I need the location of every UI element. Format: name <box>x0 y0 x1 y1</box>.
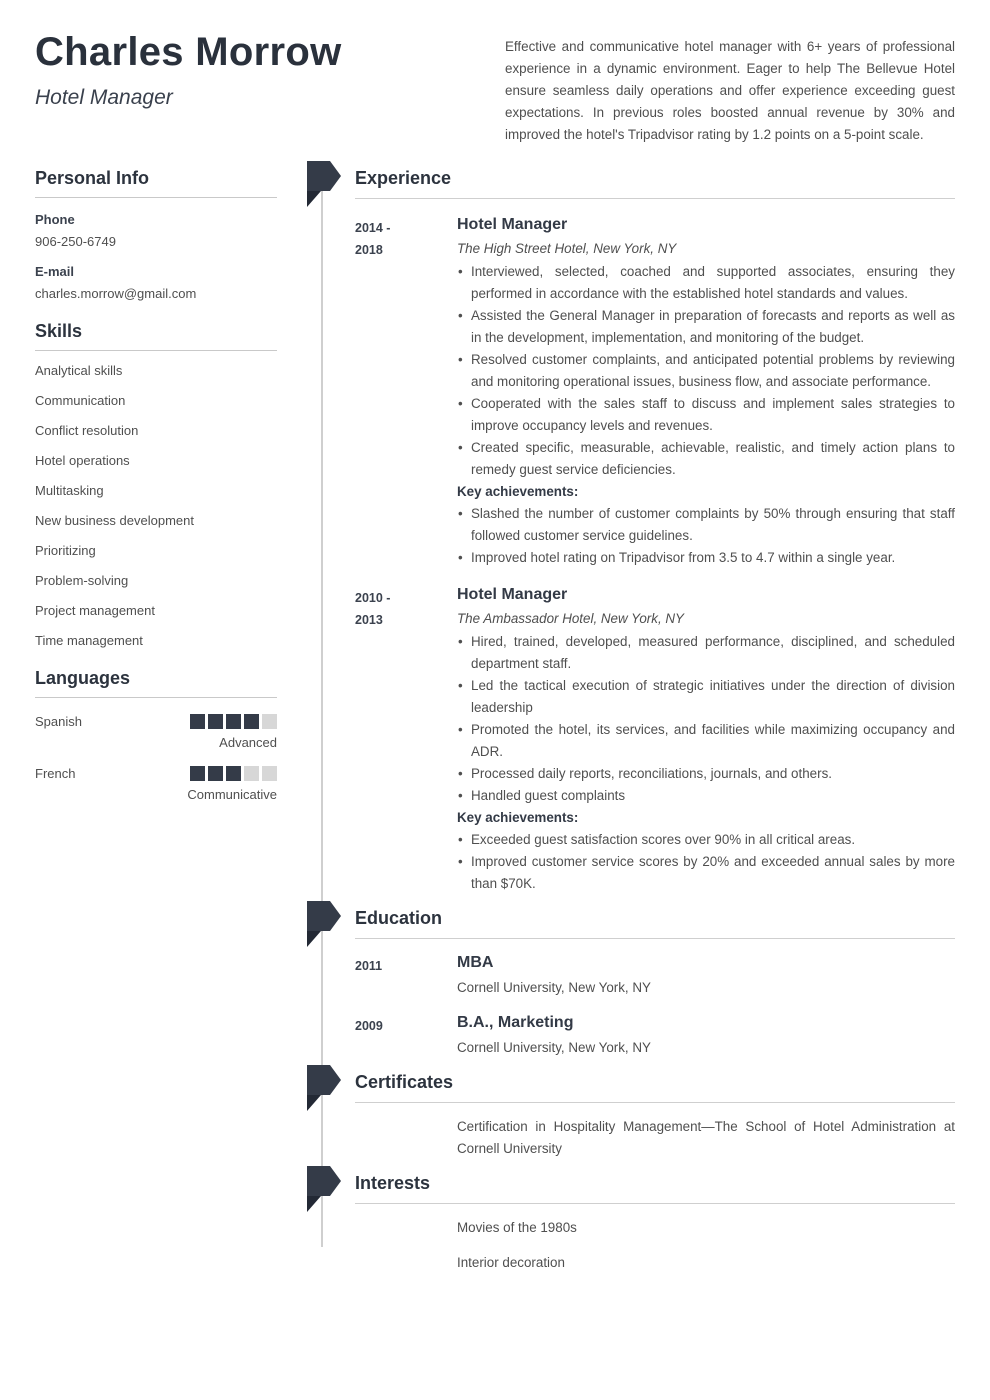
level-square-filled <box>208 714 223 729</box>
level-square-empty <box>262 714 277 729</box>
language-name: French <box>35 766 76 781</box>
phone-label: Phone <box>35 212 75 227</box>
language-level-label: Communicative <box>187 787 277 802</box>
skill-item: Time management <box>35 633 143 648</box>
interest-item: Interior decoration <box>457 1255 565 1270</box>
entry-date-to: 2013 <box>355 613 383 627</box>
bullet-item: • Created specific, measurable, achievable, realistic, and timely action plans to remedy guest service deficiencies. <box>457 437 955 481</box>
profile-summary: Effective and communicative hotel manager with 6+ years of professional experience in a dynamic environment. Eager to help The Bellevue Hotel ensure seamless daily operations and offer experience exceeding guest expectations. In previous roles boosted annual revenue by 30% and improved the hotel's Tripadvisor rating by 1.2 points on a 5-point scale. <box>505 39 955 142</box>
entry-job-title: Hotel Manager <box>457 586 568 603</box>
phone-value: 906-250-6749 <box>35 234 116 249</box>
key-achievements-label: Key achievements: <box>457 484 579 499</box>
education-entry <box>355 951 955 999</box>
language-row <box>35 766 277 802</box>
language-level-label: Advanced <box>219 735 277 750</box>
language-row-top <box>35 714 277 729</box>
bullet-item: • Resolved customer complaints, and anticipated potential problems by reviewing and monitoring operational issues, business flow, and associate performance. <box>457 349 955 393</box>
bullet-item: • Handled guest complaints <box>457 785 955 807</box>
interests-heading: Interests <box>355 1172 955 1204</box>
level-square-filled <box>208 766 223 781</box>
level-square-filled <box>226 766 241 781</box>
level-square-filled <box>244 714 259 729</box>
skills-section <box>35 320 277 649</box>
experience-heading: Experience <box>355 167 955 199</box>
certificate-item: Certification in Hospitality Management—The School of Hotel Administration at Cornell University <box>457 1119 955 1156</box>
level-square-filled <box>190 714 205 729</box>
language-row-top <box>35 766 277 781</box>
bullet-item: • Hired, trained, developed, measured performance, disciplined, and scheduled department staff. <box>457 631 955 675</box>
skills-list <box>35 363 277 649</box>
entry-date-from: 2014 - <box>355 221 391 235</box>
education-heading: Education <box>355 907 955 939</box>
entry-job-title: Hotel Manager <box>457 216 568 233</box>
entry-body <box>457 951 955 999</box>
language-level-bar <box>190 714 277 729</box>
bullet-item: • Promoted the hotel, its services, and facilities while maximizing occupancy and ADR. <box>457 719 955 763</box>
personal-info-section <box>35 167 277 302</box>
language-row <box>35 714 277 750</box>
certificates-section <box>355 1071 955 1160</box>
section-tag-icon <box>307 1065 341 1111</box>
entry-body <box>457 1011 955 1059</box>
bullet-item: • Processed daily reports, reconciliations, journals, and others. <box>457 763 955 785</box>
entry-date <box>355 213 457 569</box>
experience-entry <box>355 213 955 569</box>
entry-company: The High Street Hotel, New York, NY <box>457 241 677 256</box>
experience-section <box>355 167 955 895</box>
bullet-item: • Led the tactical execution of strategic initiatives under the direction of division leadership <box>457 675 955 719</box>
section-tag-icon <box>307 1166 341 1212</box>
achievement-item: • Slashed the number of customer complaints by 50% through ensuring that staff followed customer service guidelines. <box>457 503 955 547</box>
entry-body <box>457 213 955 569</box>
main-column <box>355 167 955 1274</box>
entry-year: 2009 <box>355 1019 383 1033</box>
personal-info-heading: Personal Info <box>35 167 277 198</box>
key-achievements-label: Key achievements: <box>457 810 579 825</box>
entry-date <box>355 583 457 895</box>
email-label: E-mail <box>35 264 75 279</box>
bullet-item: • Cooperated with the sales staff to discuss and implement sales strategies to improve occupancy levels and revenues. <box>457 393 955 437</box>
person-job-title: Hotel Manager <box>35 86 173 109</box>
language-level-bar <box>190 766 277 781</box>
skill-item: Communication <box>35 393 126 408</box>
level-square-filled <box>190 766 205 781</box>
achievement-item: • Exceeded guest satisfaction scores over 90% in all critical areas. <box>457 829 955 851</box>
person-name: Charles Morrow <box>35 30 342 74</box>
skill-item: Hotel operations <box>35 453 130 468</box>
skill-item: Prioritizing <box>35 543 96 558</box>
skill-item: Problem-solving <box>35 573 129 588</box>
sidebar <box>35 167 277 802</box>
section-tag-icon <box>307 901 341 947</box>
language-name: Spanish <box>35 714 82 729</box>
entry-degree: B.A., Marketing <box>457 1014 574 1031</box>
achievement-item: • Improved customer service scores by 20% and exceeded annual sales by more than $70K. <box>457 851 955 895</box>
entry-date-to: 2018 <box>355 243 383 257</box>
entry-degree: MBA <box>457 954 494 971</box>
interest-item: Movies of the 1980s <box>457 1220 577 1235</box>
entry-year: 2011 <box>355 959 383 973</box>
skill-item: Multitasking <box>35 483 104 498</box>
achievement-item: • Improved hotel rating on Tripadvisor from 3.5 to 4.7 within a single year. <box>457 547 955 569</box>
skill-item: Project management <box>35 603 155 618</box>
skill-item: Conflict resolution <box>35 423 139 438</box>
level-square-empty <box>262 766 277 781</box>
level-square-filled <box>226 714 241 729</box>
bullet-item: • Interviewed, selected, coached and supported associates, ensuring they performed in accordance with the established hotel standards and values. <box>457 261 955 305</box>
entry-bullet-list <box>457 631 955 807</box>
entry-school: Cornell University, New York, NY <box>457 980 651 995</box>
education-entry <box>355 1011 955 1059</box>
entry-company: The Ambassador Hotel, New York, NY <box>457 611 684 626</box>
achievement-list <box>457 829 955 895</box>
skill-item: Analytical skills <box>35 363 123 378</box>
achievement-list <box>457 503 955 569</box>
skill-item: New business development <box>35 513 194 528</box>
bullet-item: • Assisted the General Manager in preparation of forecasts and reports as well as in the development, implementation, and monitoring of the budget. <box>457 305 955 349</box>
entry-school: Cornell University, New York, NY <box>457 1040 651 1055</box>
section-tag-icon <box>307 161 341 207</box>
education-section <box>355 907 955 1059</box>
languages-section <box>35 667 277 802</box>
skills-heading: Skills <box>35 320 277 351</box>
interests-section <box>355 1172 955 1274</box>
email-value: charles.morrow@gmail.com <box>35 286 197 301</box>
languages-heading: Languages <box>35 667 277 698</box>
experience-entry <box>355 583 955 895</box>
entry-body <box>457 583 955 895</box>
entry-date-from: 2010 - <box>355 591 391 605</box>
certificates-heading: Certificates <box>355 1071 955 1103</box>
level-square-empty <box>244 766 259 781</box>
entry-bullet-list <box>457 261 955 481</box>
